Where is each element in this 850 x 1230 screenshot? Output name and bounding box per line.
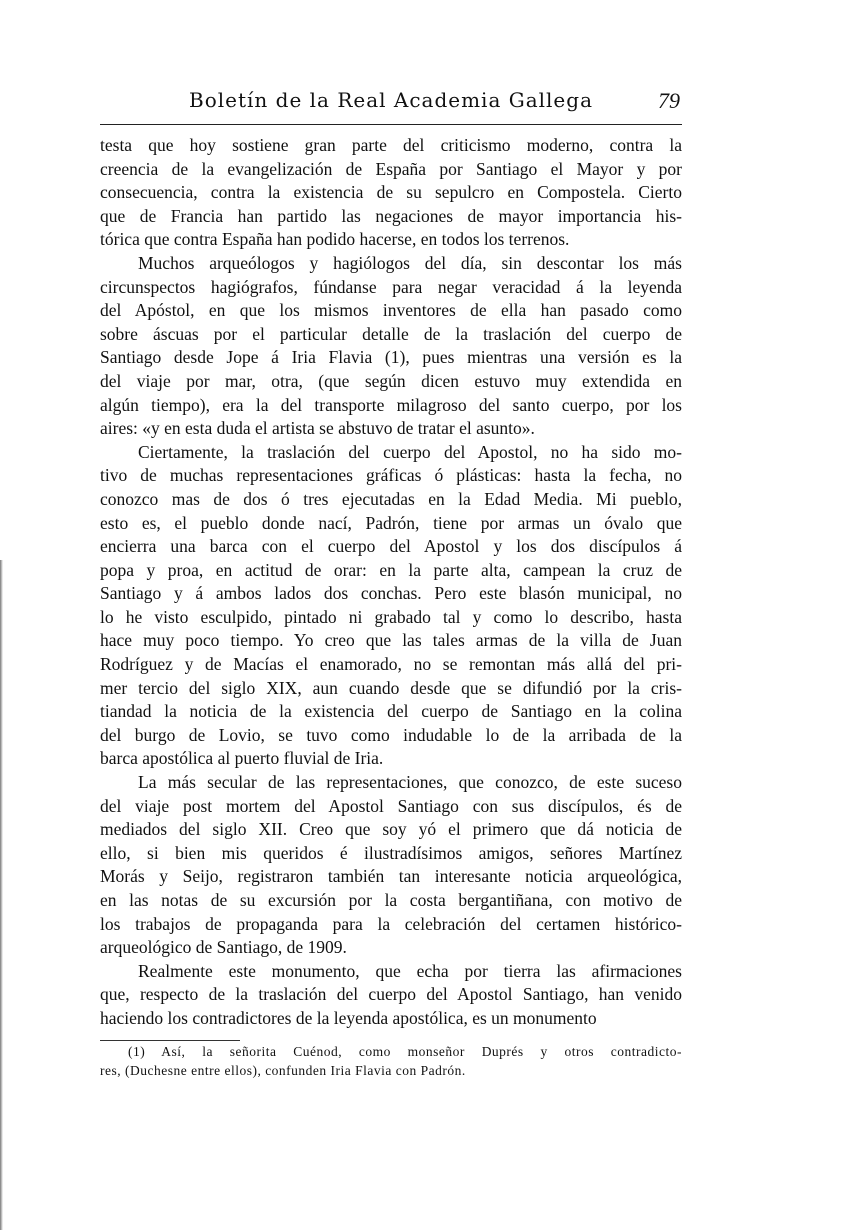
text-line: Muchos arqueólogos y hagiólogos del día, sin descontar los más	[138, 252, 682, 273]
text-line: del burgo de Lovio, se tuvo como indudable lo de la arribada de la	[100, 724, 682, 745]
text-line: Morás y Seijo, registraron también tan interesante noticia arqueológica,	[100, 866, 682, 887]
text-line: sobre áscuas por el particular detalle de la traslación del cuerpo de	[100, 323, 682, 344]
text-line: encierra una barca con el cuerpo del Apostol y los dos discípulos á	[100, 536, 682, 557]
footnote-line: (1) Así, la señorita Cuénod, como monseñor Duprés y otros contradicto-	[128, 1044, 682, 1059]
text-line: arqueológico de Santiago, de 1909.	[100, 937, 347, 958]
text-line: barca apostólica al puerto fluvial de Iria.	[100, 748, 384, 769]
text-line: que, respecto de la traslación del cuerpo del Apostol Santiago, han venido	[100, 984, 682, 1005]
text-line: los trabajos de propaganda para la celebración del certamen histórico-	[100, 913, 682, 934]
text-line: mediados del siglo XII. Creo que soy yó el primero que dá noticia de	[100, 819, 682, 840]
text-line: consecuencia, contra la existencia de su sepulcro en Compostela. Cierto	[100, 182, 682, 203]
footnote	[100, 1040, 682, 1080]
text-line: tiandad la noticia de la existencia del cuerpo de Santiago en la colina	[100, 701, 682, 722]
footnote-lines	[100, 1040, 682, 1080]
text-line: Rodríguez y de Macías el enamorado, no se remontan más allá del pri-	[100, 654, 682, 675]
text-line: Ciertamente, la traslación del cuerpo del Apostol, no ha sido mo-	[138, 441, 682, 462]
page-number: 79	[658, 88, 680, 113]
text-line: conozco mas de dos ó tres ejecutadas en la Edad Media. Mi pueblo,	[100, 488, 682, 509]
text-line: mer tercio del siglo XIX, aun cuando desde que se difundió por la cris-	[100, 677, 682, 698]
running-header	[100, 84, 682, 125]
text-line: Santiago y á ambos lados dos conchas. Pero este blasón municipal, no	[100, 583, 682, 604]
text-line: del viaje por mar, otra, (que según dicen estuvo muy extendida en	[100, 370, 682, 391]
text-line: creencia de la evangelización de España por Santiago el Mayor y por	[100, 158, 682, 179]
text-line: que de Francia han partido las negaciones de mayor importancia his-	[100, 205, 682, 226]
text-line: lo he visto esculpido, pintado ni grabado tal y como lo describo, hasta	[100, 606, 682, 627]
text-line: circunspectos hagiógrafos, fúndanse para negar veracidad á la leyenda	[100, 276, 682, 297]
text-line: haciendo los contradictores de la leyenda apostólica, es un monumento	[100, 1007, 597, 1028]
footnote-line: res, (Duchesne entre ellos), confunden Iria Flavia con Padrón.	[100, 1063, 466, 1078]
text-line: en las notas de su excursión por la costa bergantiñana, con motivo de	[100, 890, 682, 910]
text-line: tórica que contra España han podido hacerse, en todos los terrenos.	[100, 229, 570, 250]
text-line: del viaje post mortem del Apostol Santiago con sus discípulos, és de	[100, 795, 682, 816]
text-line: esto es, el pueblo donde nací, Padrón, tiene por armas un óvalo que	[100, 512, 682, 533]
scan-edge-shadow	[0, 560, 3, 1230]
text-line: aires: «y en esta duda el artista se abstuvo de tratar el asunto».	[100, 418, 535, 439]
text-line: popa y proa, en actitud de orar: en la parte alta, campean la cruz de	[100, 559, 682, 580]
text-line: Realmente este monumento, que echa por tierra las afirmaciones	[138, 960, 682, 981]
footnote-rule	[100, 1040, 240, 1041]
text-line: algún tiempo), era la del transporte milagroso del santo cuerpo, por los	[100, 394, 682, 415]
text-line: La más secular de las representaciones, que conozco, de este suceso	[138, 772, 682, 793]
text-line: del Apóstol, en que los mismos inventores de ella han pasado como	[100, 300, 682, 321]
journal-title: Boletín de la Real Academia Gallega	[189, 88, 593, 112]
text-line: ello, si bien mis queridos é ilustradísimos amigos, señores Martínez	[100, 842, 682, 863]
text-line: Santiago desde Jope á Iria Flavia (1), pues mientras una versión es la	[100, 347, 682, 368]
text-line: tivo de muchas representaciones gráficas ó plásticas: hasta la fecha, no	[100, 465, 682, 486]
body-text	[100, 134, 682, 1031]
text-line: testa que hoy sostiene gran parte del criticismo moderno, contra la	[100, 135, 682, 155]
text-line: hace muy poco tiempo. Yo creo que las tales armas de la villa de Juan	[100, 630, 682, 651]
